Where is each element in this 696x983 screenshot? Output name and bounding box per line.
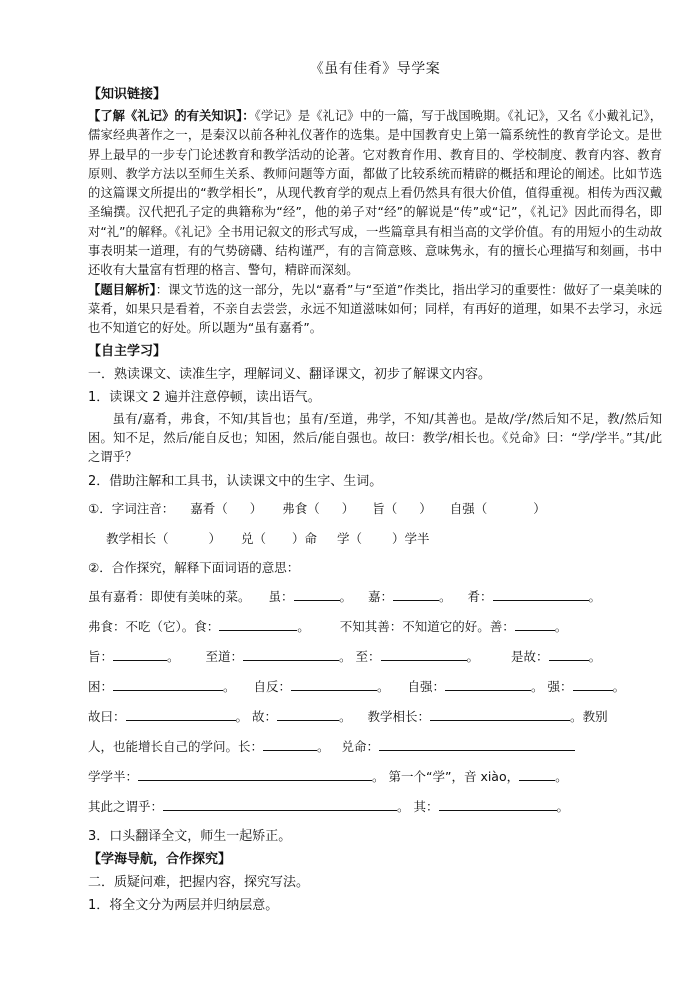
word-term: 故： — [252, 709, 278, 725]
word-term: 至： — [355, 649, 381, 665]
answer-blank[interactable] — [263, 736, 317, 751]
period: 。 — [466, 649, 480, 665]
word-term: 至道： — [205, 649, 244, 665]
period: 。 — [397, 799, 410, 815]
word-term: 人，也能增长自己的学问。长： — [88, 739, 264, 755]
pinyin-item: 学（ — [336, 531, 362, 547]
word-term: 弗食：不吃（它）。食： — [88, 619, 220, 635]
answer-blank[interactable] — [219, 616, 297, 631]
word-term: 学学半： — [88, 769, 139, 785]
period: 。 — [339, 709, 352, 725]
period: 。 — [223, 679, 236, 695]
step-one-heading: 一．熟读课文、读准生字，理解词义、翻译课文，初步了解课文内容。 — [88, 366, 492, 382]
title-analysis-label: 【题目解析】 — [88, 282, 156, 297]
step-two-item-1: 1．将全文分为两层并归纳层意。 — [88, 898, 279, 914]
answer-blank[interactable] — [439, 796, 557, 811]
cooperative-heading: ②．合作探究，解释下面词语的意思： — [88, 560, 300, 576]
answer-blank[interactable] — [379, 736, 575, 751]
word-term: 其此之谓乎： — [88, 799, 164, 815]
period: 。 — [167, 649, 180, 665]
pinyin-item: 嘉肴（ — [190, 501, 228, 517]
step-one-item-2: 2．借助注解和工具书，认读课文中的生字、生词。 — [88, 474, 383, 490]
classical-passage: 虽有/嘉肴，弗食，不知/其旨也；虽有/至道，弗学，不知/其善也。是故/学/然后知不足，教/然后知困。知不足，然后/能自反也；知困，然后/能自强也。故曰：教学/相长也。《兑命》曰：“学/学半。”其/此之谓乎？ — [88, 411, 662, 465]
period: 。 — [339, 589, 353, 605]
word-row-4 — [88, 672, 662, 702]
period: 。 — [555, 769, 568, 785]
period: 。 — [556, 799, 570, 815]
word-term: 强： — [547, 679, 573, 695]
answer-blank[interactable] — [445, 676, 531, 691]
period: 。 — [297, 619, 310, 635]
word-term: 教别 — [582, 709, 608, 725]
pinyin-label: ①．字词注音： — [88, 501, 175, 517]
pinyin-row-1 — [88, 494, 662, 524]
pinyin-item: 旨（ — [372, 501, 398, 517]
word-term: 故曰： — [88, 709, 126, 725]
step-two-heading: 二．质疑问难，把握内容，探究写法。 — [88, 875, 310, 891]
word-row-8 — [88, 792, 662, 822]
section-explore: 【学海导航，合作探究】 — [88, 852, 232, 868]
word-row-5 — [88, 702, 662, 732]
liji-knowledge-text: 《学记》是《礼记》中的一篇，写于战国晚期。《礼记》，又名《小戴礼记》，儒家经典著作之一，是秦汉以前各种礼仪著作的选集。是中国教育史上第一篇系统性的教育学论文。是世界上最早的一步专门论述教育和教学活动的论著。它对教育作用、教育目的、学校制度、教育内容、教育原则、教学方法以至师生关系、教师问题等方面，都做了比较系统而精辟的概括和理论的阐述。比如节选的这篇课文所提出的“教学相长”，从现代教育学的观点上看仍然具有很大价值，值得重视。相传为西汉戴圣编撰。汉代把孔子定的典籍称为“经”，他的弟子对“经”的解说是“传”或“记”，《礼记》因此而得名，即对“礼”的解释。《礼记》全书用记叙文的形式写成，一些篇章具有相当高的文学价值。有的用短小的生动故事表明某一道理，有的气势磅礴、结构谨严，有的言简意赅、意味隽永，有的擅长心理描写和刻画，书中还收有大量富有哲理的格言、警句，精辟而深刻。 — [88, 109, 662, 278]
pinyin-paren: ） — [533, 501, 546, 517]
word-term: 虽： — [268, 589, 294, 605]
word-term: 肴： — [467, 589, 493, 605]
answer-blank[interactable] — [163, 796, 397, 811]
period: 。 — [372, 769, 385, 785]
period: 。 — [317, 739, 330, 755]
word-term: 其： — [413, 799, 439, 815]
word-row-6 — [88, 732, 662, 762]
period: 。 — [339, 649, 352, 665]
answer-blank[interactable] — [138, 766, 372, 781]
period: 。 — [570, 709, 583, 725]
worksheet-page — [88, 58, 662, 918]
word-term: 困： — [88, 679, 114, 695]
title-analysis-paragraph — [88, 281, 662, 339]
pinyin-paren: ）命 — [292, 531, 318, 547]
period: 。 — [377, 679, 390, 695]
period: 。 — [439, 589, 452, 605]
period: 。 — [588, 649, 602, 665]
period: 。 — [554, 619, 568, 635]
word-term: 旨： — [88, 649, 114, 665]
pinyin-item: 教学相长（ — [105, 531, 169, 547]
answer-blank[interactable] — [573, 676, 613, 691]
answer-blank[interactable] — [277, 706, 339, 721]
word-term: 是故： — [511, 649, 549, 665]
word-term: 嘉： — [368, 589, 394, 605]
answer-blank[interactable] — [113, 676, 223, 691]
answer-blank[interactable] — [291, 676, 377, 691]
answer-blank[interactable] — [126, 706, 236, 721]
answer-blank[interactable] — [393, 586, 439, 601]
pinyin-paren: ） — [249, 501, 263, 517]
answer-blank[interactable] — [493, 586, 589, 601]
answer-blank[interactable] — [430, 706, 570, 721]
period: 。 — [588, 589, 602, 605]
pinyin-paren: ）学半 — [392, 531, 430, 547]
pinyin-paren: ） — [341, 501, 355, 517]
period: 。 — [531, 679, 544, 695]
liji-knowledge-paragraph — [88, 107, 662, 281]
word-term: 虽有嘉肴：即使有美味的菜。 — [88, 589, 251, 605]
pinyin-item: 自强（ — [449, 501, 488, 517]
word-term: 教学相长： — [367, 709, 431, 725]
answer-blank[interactable] — [519, 766, 555, 781]
section-knowledge-link: 【知识链接】 — [88, 87, 167, 102]
word-term: 兑命： — [341, 739, 380, 755]
word-row-7 — [88, 762, 662, 792]
pinyin-row-2 — [88, 524, 662, 554]
title-analysis-text: ：课文节选的这一部分，先以“嘉肴”与“至道”作类比，指出学习的重要性：做好了一桌美味的菜肴，如果只是看着，不亲自去尝尝，永远不知道滋味如何；同样，有再好的道理，如果不去学习，永远也不知道它的好处。所以题为“虽有嘉肴”。 — [88, 282, 662, 336]
word-term: 第一个“学”，音 xiào， — [388, 769, 520, 785]
step-one-item-3: 3．口头翻译全文，师生一起矫正。 — [88, 829, 292, 845]
pinyin-paren: ） — [208, 531, 222, 547]
answer-blank[interactable] — [381, 646, 467, 661]
word-row-2 — [88, 612, 662, 642]
liji-knowledge-label: 【了解《礼记》的有关知识】： — [88, 109, 255, 123]
answer-blank[interactable] — [243, 646, 339, 661]
pinyin-paren: ） — [419, 501, 432, 517]
section-self-study: 【自主学习】 — [88, 343, 167, 359]
period: 。 — [612, 679, 626, 695]
step-one-item-1: 1．读课文 2 遍并注意停顿，读出语气。 — [88, 389, 321, 405]
word-term: 自强： — [407, 679, 446, 695]
word-row-1 — [88, 582, 662, 612]
word-row-3 — [88, 642, 662, 672]
page-title: 《虽有佳肴》导学案 — [309, 61, 441, 77]
answer-blank[interactable] — [113, 646, 167, 661]
pinyin-item: 弗食（ — [282, 501, 320, 517]
answer-blank[interactable] — [294, 586, 340, 601]
word-term: 不知其善：不知道它的好。善： — [339, 619, 515, 635]
answer-blank[interactable] — [515, 616, 555, 631]
answer-blank[interactable] — [549, 646, 589, 661]
word-term: 自反： — [253, 679, 292, 695]
period: 。 — [235, 709, 249, 725]
pinyin-item: 兑（ — [240, 531, 266, 547]
